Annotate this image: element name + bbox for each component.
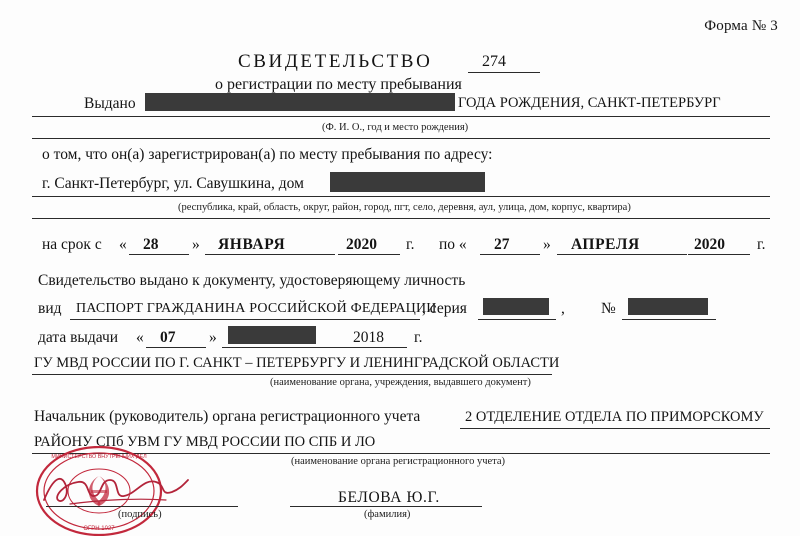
- rule-doc-authority: [32, 374, 552, 375]
- form-number: Форма № 3: [704, 18, 778, 34]
- rule-doc-date-month: [222, 347, 347, 348]
- redacted-number: [628, 298, 708, 315]
- doc-date-day: 07: [160, 329, 176, 346]
- certificate-number: 274: [482, 53, 506, 70]
- doc-date-quote-close: »: [209, 329, 217, 346]
- term-quote-close-to: »: [543, 236, 551, 253]
- head-org-line2: РАЙОНУ СПб УВМ ГУ МВД РОССИИ ПО СПБ И ЛО: [34, 434, 376, 450]
- term-day-to: 27: [494, 236, 510, 253]
- redacted-address: [330, 172, 485, 192]
- rule-day-to: [480, 254, 540, 255]
- doc-date-label: дата выдачи: [38, 329, 119, 346]
- redacted-fio: [145, 93, 455, 111]
- rule-month-to: [557, 254, 687, 255]
- rule-doc-series: [478, 319, 556, 320]
- doc-kind-label: вид: [38, 300, 62, 317]
- redacted-series: [483, 298, 549, 315]
- doc-date-g: г.: [414, 329, 423, 346]
- rule-fio-caption: [32, 138, 770, 139]
- term-year-from: 2020: [346, 236, 377, 253]
- term-month-from: ЯНВАРЯ: [218, 236, 286, 253]
- term-quote-close: »: [192, 236, 200, 253]
- term-year-to: 2020: [694, 236, 725, 253]
- term-g-from: г.: [406, 236, 415, 253]
- caption-fio: (Ф. И. О., год и место рождения): [322, 122, 469, 133]
- doc-date-year: 2018: [353, 329, 384, 346]
- signature-mark: [40, 470, 190, 514]
- rule-year-to: [688, 254, 750, 255]
- rule-issued-to: [32, 116, 770, 117]
- term-quote-open: «: [119, 236, 127, 253]
- term-prefix: на срок с: [42, 236, 102, 253]
- caption-address: (республика, край, область, округ, район, город, пгт, село, деревня, аул, улица, дом, корпус, квартира): [178, 202, 631, 213]
- term-g-to: г.: [757, 236, 766, 253]
- rule-address-caption: [32, 218, 770, 219]
- redacted-date-month: [228, 326, 316, 344]
- caption-surname: (фамилия): [364, 509, 411, 520]
- rule-doc-number: [622, 319, 716, 320]
- head-surname: БЕЛОВА Ю.Г.: [338, 489, 440, 506]
- doc-series-comma: ,: [561, 300, 565, 317]
- head-label: Начальник (руководитель) органа регистрационного учета: [34, 408, 421, 425]
- doc-intro: Свидетельство выдано к документу, удостоверяющему личность: [38, 272, 466, 289]
- rule-day-from: [129, 254, 189, 255]
- address-line: г. Санкт-Петербург, ул. Савушкина, дом: [42, 175, 304, 192]
- term-day-from: 28: [143, 236, 159, 253]
- doc-kind-value: ПАСПОРТ ГРАЖДАНИНА РОССИЙСКОЙ ФЕДЕРАЦИИ: [76, 301, 437, 316]
- doc-number-label: №: [601, 300, 616, 317]
- certificate-number-rule: [468, 72, 540, 73]
- rule-head-org1: [460, 428, 770, 429]
- rule-doc-date-day: [146, 347, 206, 348]
- caption-org: (наименование органа регистрационного учета): [291, 456, 506, 467]
- term-po: по «: [439, 236, 467, 253]
- rule-address: [32, 196, 770, 197]
- rule-year-from: [338, 254, 400, 255]
- registered-line: о том, что он(а) зарегистрирован(а) по месту пребывания по адресу:: [42, 146, 493, 163]
- doc-authority: ГУ МВД РОССИИ ПО Г. САНКТ – ПЕТЕРБУРГУ И ЛЕНИНГРАДСКОЙ ОБЛАСТИ: [34, 355, 560, 371]
- rule-month-from: [205, 254, 335, 255]
- doc-date-quote-open: «: [136, 329, 144, 346]
- issued-to-label: Выдано: [84, 95, 136, 112]
- svg-text:МИНИСТЕРСТВО ВНУТРЕННИХ ДЕЛ: МИНИСТЕРСТВО ВНУТРЕННИХ ДЕЛ: [51, 454, 147, 460]
- page-subtitle: о регистрации по месту пребывания: [215, 76, 462, 93]
- caption-signature: (подпись): [118, 509, 162, 520]
- rule-doc-date-year: [347, 347, 407, 348]
- page-title: СВИДЕТЕЛЬСТВО: [238, 51, 433, 72]
- svg-text:ОГРН 1027: ОГРН 1027: [83, 526, 115, 532]
- issued-to-suffix: ГОДА РОЖДЕНИЯ, САНКТ-ПЕТЕРБУРГ: [458, 95, 721, 111]
- rule-surname: [290, 506, 482, 507]
- rule-signature: [46, 506, 238, 507]
- caption-authority: (наименование органа, учреждения, выдавшего документ): [270, 377, 531, 388]
- rule-doc-kind: [70, 319, 420, 320]
- doc-series-label: , серия: [422, 300, 467, 317]
- head-org-line1: 2 ОТДЕЛЕНИЕ ОТДЕЛА ПО ПРИМОРСКОМУ: [465, 409, 764, 425]
- term-month-to: АПРЕЛЯ: [571, 236, 640, 253]
